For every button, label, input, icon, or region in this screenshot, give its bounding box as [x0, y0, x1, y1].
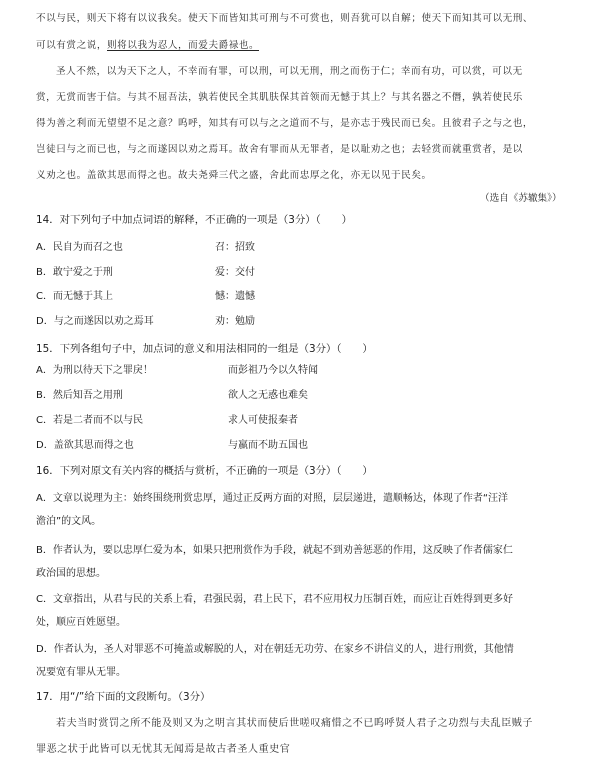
q15-stem: 15．下列各组句子中，加点词的意义和用法相同的一组是（3分）（ ） [36, 343, 373, 355]
q14-option-d: D．与之而遂因以劝之焉耳 [36, 316, 154, 327]
q14-option-b: B．敢宁爱之于刑 [36, 267, 113, 278]
q15-option-b: B．然后知吾之用刑 [36, 390, 123, 401]
q15-option-d: D．盖欲其思而得之也 [36, 440, 134, 451]
q14-stem: 14．对下列句子中加点词语的解释，不正确的一项是（3分）（ ） [36, 214, 352, 226]
q16-option-b-line-1: B．作者认为，要以忠厚仁爱为本，如果只把刑赏作为手段，就起不到劝善惩恶的作用，这反映了作者儒家仁 [36, 545, 513, 556]
q16-option-d-line-1: D．作者认为，圣人对罪恶不可掩盖或解脱的人，对在朝廷无功劳、在家乡不讲信义的人，进行刑赏，其他情 [36, 644, 514, 655]
passage-line-5: 得为善之利而无望望不足之意？呜呼，知其有可以与之之道而不与，是亦志于残民而已矣。且彼君子之与之也， [36, 118, 534, 129]
passage-underlined-sentence: 则将以我为忍人，而爱夫爵禄也。 [107, 40, 260, 51]
q14-option-c-gloss: 憾：遗憾 [215, 291, 255, 302]
passage-line-6: 岂徒曰与之而已也，与之而遂因以劝之焉耳。故舍有罪而从无罪者，是以耻劝之也；去轻赏而就重赏者，是以 [36, 144, 523, 155]
q14-option-b-gloss: 爱：交付 [215, 267, 255, 278]
q17-text-line-2: 罪恶之状于此皆可以无忧其无闻焉是故古者圣人重史官 [36, 744, 291, 755]
passage-line-1: 不以与民，则天下将有以议我矣。使天下而皆知其可刑与不可赏也，则吾犹可以自解；使天下而知其可以无刑、 [36, 13, 534, 24]
q16-option-b-line-2: 政治国的思想。 [36, 568, 106, 579]
q14-option-c: C．而无憾于其上 [36, 291, 113, 302]
q16-option-c-line-1: C．文章指出，从君与民的关系上看，君强民弱，君上民下，君不应用权力压制百姓，而应让百姓得到更多好 [36, 594, 513, 605]
q15-option-a: A．为刑以待天下之罪戾！ [36, 365, 153, 376]
q15-option-a-compare: 而彭祖乃今以久特闻 [228, 365, 318, 376]
q14-option-a: A．民自为而召之也 [36, 242, 123, 253]
q16-option-d-line-2: 况要宽有罪从无罪。 [36, 667, 126, 678]
passage-line-2 [36, 37, 259, 51]
q15-option-c-compare: 求人可使报秦者 [228, 415, 298, 426]
passage-source: （选自《苏辙集》） [480, 193, 562, 204]
q16-option-a-line-1: A．文章以说理为主：始终围绕刑赏忠厚，通过正反两方面的对照，层层递进，遣顺畅达，体现了作者“汪洋 [36, 493, 509, 504]
passage-line-7: 义劝之也。盖欲其思而得之也。故夫尧舜三代之盛，舍此而忠厚之化，亦无以见于民矣。 [36, 170, 432, 181]
q17-text-line-1: 若夫当时赏罚之所不能及则又为之明言其状而使后世嗟叹痛惜之不已呜呼贤人君子之功烈与夫乱臣贼子 [56, 718, 533, 729]
q14-option-d-gloss: 劝：勉励 [215, 316, 255, 327]
passage-line-2-text: 可以有赏之说， [36, 40, 108, 51]
q16-option-c-line-2: 处，顺应百姓愿望。 [36, 617, 126, 628]
q17-stem: 17．用“/”给下面的文段断句。（3分） [36, 691, 211, 703]
q15-option-b-compare: 欲人之无惑也难矣 [228, 390, 308, 401]
q15-option-d-compare: 与嬴而不助五国也 [228, 440, 308, 451]
q16-stem: 16．下列对原文有关内容的概括与赏析，不正确的一项是（3分）（ ） [36, 465, 373, 477]
q16-option-a-line-2: 澹泊”的文风。 [36, 516, 102, 527]
q14-option-a-gloss: 召：招致 [215, 242, 255, 253]
passage-line-3: 圣人不然，以为天下之人，不幸而有罪，可以刑，可以无刑，刑之而伤于仁；幸而有功，可以赏，可以无 [56, 66, 523, 77]
q15-option-c: C．若是二者而不以与民 [36, 415, 143, 426]
passage-line-4: 赏，无赏而害于信。与其不屈吾法，孰若使民全其肌肤保其首领而无憾于其上？与其名器之不僭，孰若使民乐 [36, 92, 523, 103]
